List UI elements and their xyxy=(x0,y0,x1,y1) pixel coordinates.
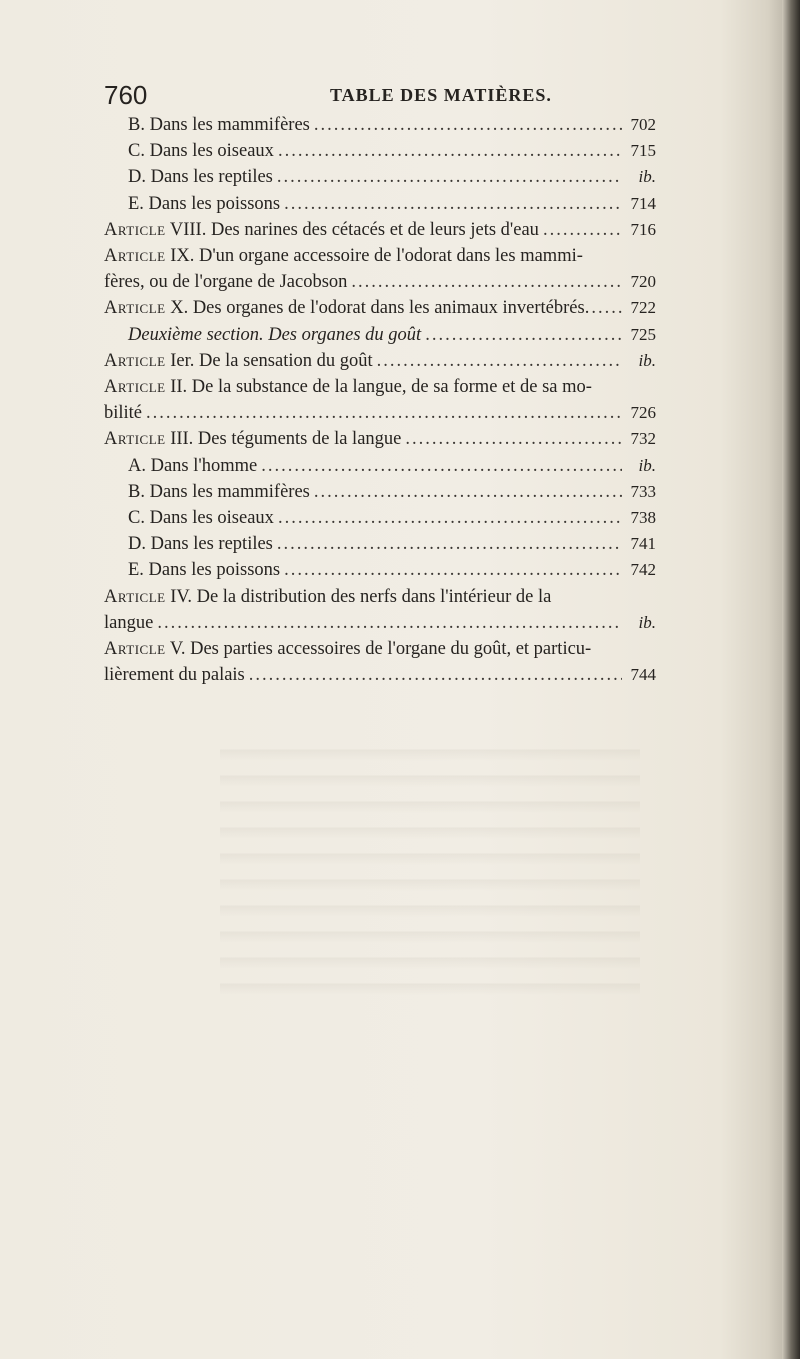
toc-entry-continuation xyxy=(104,662,656,688)
article-title: V. Des parties accessoires de l'organe du goût, et particu- xyxy=(165,639,592,660)
article-prefix: Article xyxy=(104,350,166,371)
leader-dots xyxy=(314,479,622,505)
toc-entry-label: Deuxième section. Des organes du goût xyxy=(128,324,422,345)
leader-dots xyxy=(405,426,622,452)
article-prefix: Article xyxy=(104,377,166,398)
article-prefix: Article xyxy=(104,429,166,450)
toc-entry-label: D. Dans les reptiles xyxy=(128,167,273,188)
toc-entry-label: D. Dans les reptiles xyxy=(128,534,273,555)
toc-page-ref: 720 xyxy=(630,272,656,292)
toc-entry xyxy=(104,138,656,164)
article-prefix: Article xyxy=(104,298,166,319)
leader-dots xyxy=(261,453,622,479)
article-title: III. Des téguments de la langue xyxy=(165,429,402,450)
toc-entry xyxy=(104,584,656,610)
toc-page-ref: 742 xyxy=(630,560,656,580)
toc-page-ref: 733 xyxy=(630,481,656,501)
article-title: VIII. Des narines des cétacés et de leurs jets d'eau xyxy=(165,219,539,240)
toc-entry xyxy=(104,348,656,374)
leader-dots xyxy=(277,531,622,557)
toc-entry-label: E. Dans les poissons xyxy=(128,193,281,214)
toc-page-ref: 732 xyxy=(630,429,656,449)
toc-entry xyxy=(104,374,656,400)
toc-entry-label xyxy=(104,348,373,374)
page-header xyxy=(104,80,664,110)
toc-page-ref: 744 xyxy=(630,665,656,685)
toc-entry xyxy=(104,531,656,557)
toc-entry xyxy=(104,636,656,662)
table-of-contents xyxy=(104,112,656,688)
toc-entry-label: bilité xyxy=(104,403,143,424)
toc-entry-label: A. Dans l'homme xyxy=(128,455,258,476)
toc-page-ref: 726 xyxy=(630,403,656,423)
leader-dots xyxy=(157,610,622,636)
toc-entry xyxy=(104,243,656,269)
toc-entry xyxy=(104,557,656,583)
article-title: X. Des organes de l'odorat dans les animaux invertébrés. xyxy=(165,298,590,319)
toc-page-ref: 741 xyxy=(630,534,656,554)
toc-entry-label: C. Dans les oiseaux xyxy=(128,508,274,529)
toc-page-ref: ib. xyxy=(638,612,656,632)
article-prefix: Article xyxy=(104,586,166,607)
toc-page-ref: 714 xyxy=(630,193,656,213)
toc-entry xyxy=(104,453,656,479)
leader-dots xyxy=(284,557,622,583)
toc-page-ref: ib. xyxy=(638,350,656,370)
toc-entry-label: fères, ou de l'organe de Jacobson xyxy=(104,272,348,293)
toc-page-ref: 725 xyxy=(630,324,656,344)
leader-dots xyxy=(377,348,622,374)
leader-dots xyxy=(425,322,622,348)
toc-entry-label: langue xyxy=(104,612,154,633)
toc-entry xyxy=(104,112,656,138)
article-prefix: Article xyxy=(104,219,166,240)
toc-entry-continuation xyxy=(104,400,656,426)
toc-entry xyxy=(104,322,656,348)
toc-entry xyxy=(104,295,656,321)
toc-page-ref: 702 xyxy=(630,115,656,134)
page-edge-shadow xyxy=(782,0,800,1359)
toc-entry-label: B. Dans les mammifères xyxy=(128,115,310,135)
leader-dots xyxy=(314,112,622,138)
toc-entry-label xyxy=(104,217,539,243)
toc-entry xyxy=(104,426,656,452)
leader-dots xyxy=(249,662,622,688)
article-title: IV. De la distribution des nerfs dans l'intérieur de la xyxy=(165,586,552,607)
toc-entry-label xyxy=(104,426,401,452)
leader-dots xyxy=(278,505,622,531)
toc-page-ref: 738 xyxy=(630,508,656,528)
toc-entry-label: B. Dans les mammifères xyxy=(128,481,310,502)
leader-dots xyxy=(146,400,622,426)
article-title: II. De la substance de la langue, de sa forme et de sa mo- xyxy=(165,377,592,398)
toc-page-ref: 715 xyxy=(630,141,656,161)
toc-entry-label: C. Dans les oiseaux xyxy=(128,141,274,162)
toc-entry-label: E. Dans les poissons xyxy=(128,560,281,581)
toc-entry-continuation xyxy=(104,269,656,295)
running-title: TABLE DES MATIÈRES. xyxy=(330,85,552,105)
toc-entry-label xyxy=(104,295,589,321)
article-prefix: Article xyxy=(104,246,166,267)
toc-entry xyxy=(104,191,656,217)
toc-entry xyxy=(104,479,656,505)
leader-dots xyxy=(543,217,622,243)
toc-entry xyxy=(104,505,656,531)
article-title: Ier. De la sensation du goût xyxy=(165,350,373,371)
toc-entry xyxy=(104,217,656,243)
toc-entry-label: lièrement du palais xyxy=(104,665,245,686)
show-through-text xyxy=(220,735,640,995)
leader-dots xyxy=(284,191,622,217)
article-prefix: Article xyxy=(104,639,166,660)
leader-dots xyxy=(278,138,622,164)
toc-entry-continuation xyxy=(104,610,656,636)
toc-page-ref: ib. xyxy=(638,455,656,475)
toc-page-ref: 722 xyxy=(630,298,656,318)
toc-entry xyxy=(104,164,656,190)
leader-dots xyxy=(591,295,624,321)
leader-dots xyxy=(351,269,622,295)
toc-page-ref: ib. xyxy=(638,167,656,187)
toc-page-ref: 716 xyxy=(630,219,656,239)
leader-dots xyxy=(277,164,622,190)
page-number: 760 xyxy=(104,80,148,110)
article-title: IX. D'un organe accessoire de l'odorat dans les mammi- xyxy=(165,246,583,267)
